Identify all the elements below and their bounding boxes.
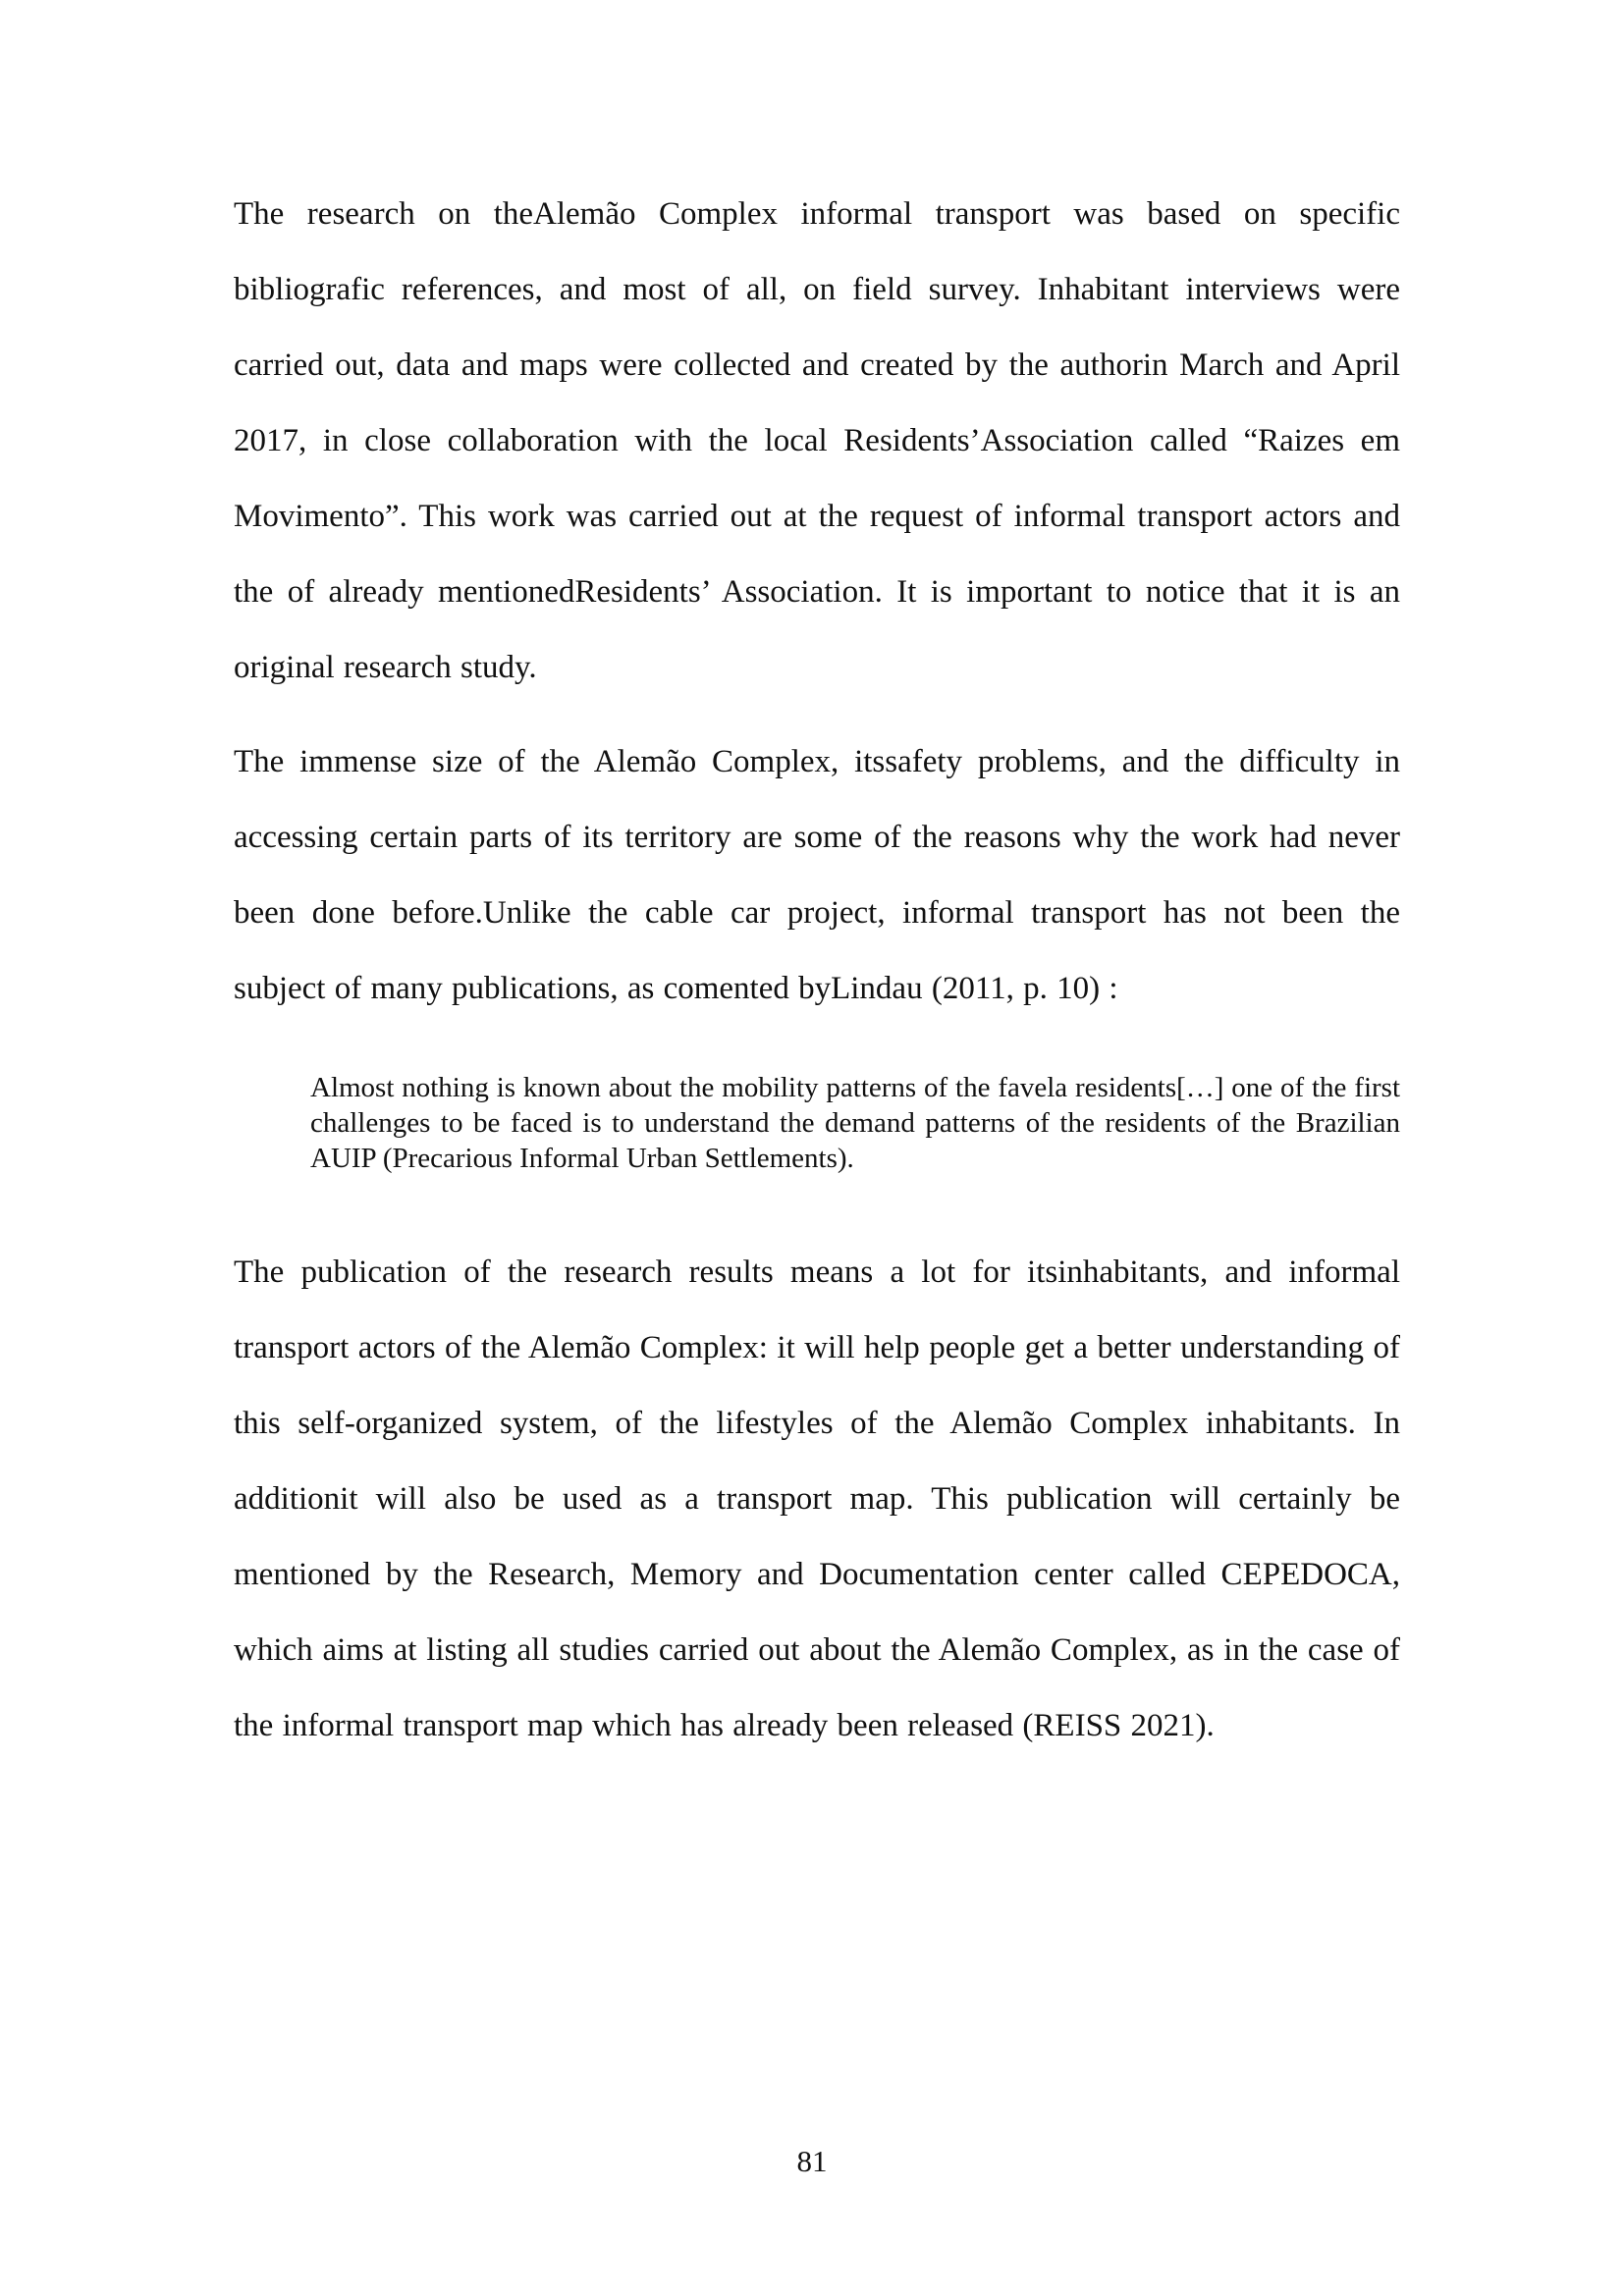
page-number: 81 <box>796 2144 828 2178</box>
paragraph-research-context: The immense size of the Alemão Complex, itssafety problems, and the difficulty in accessing certain parts of its territory are some of the reasons why the work had never been done before.Unlike the cable car project, informal transport has not been the subject of many publications, as comented byLindau (2011, p. 10) : <box>234 744 1400 1006</box>
paragraph-publication-impact: The publication of the research results means a lot for itsinhabitants, and informal transport actors of the Alemão Complex: it will help people get a better understanding of this self-organized system, of the lifestyles of the Alemão Complex inhabitants. In additionit will also be used as a transport map. This publication will certainly be mentioned by the Research, Memory and Documentation center called CEPEDOCA, which aims at listing all studies carried out about the Alemão Complex, as in the case of the informal transport map which has already been released (REISS 2021). <box>234 1255 1400 1743</box>
paragraph-research-method: The research on theAlemão Complex informal transport was based on specific bibliografic references, and most of all, on field survey. Inhabitant interviews were carried out, data and maps were collected and created by the authorin March and April 2017, in close collaboration with the local Residents’Association called “Raizes em Movimento”. This work was carried out at the request of informal transport actors and the of already mentionedResidents’ Association. It is important to notice that it is an original research study. <box>234 196 1400 685</box>
block-quote: Almost nothing is known about the mobility patterns of the favela residents[…] one of the first challenges to be faced is to understand the demand patterns of the residents of the Brazilian AUIP (Precarious Informal Urban Settlements). <box>310 1072 1400 1174</box>
